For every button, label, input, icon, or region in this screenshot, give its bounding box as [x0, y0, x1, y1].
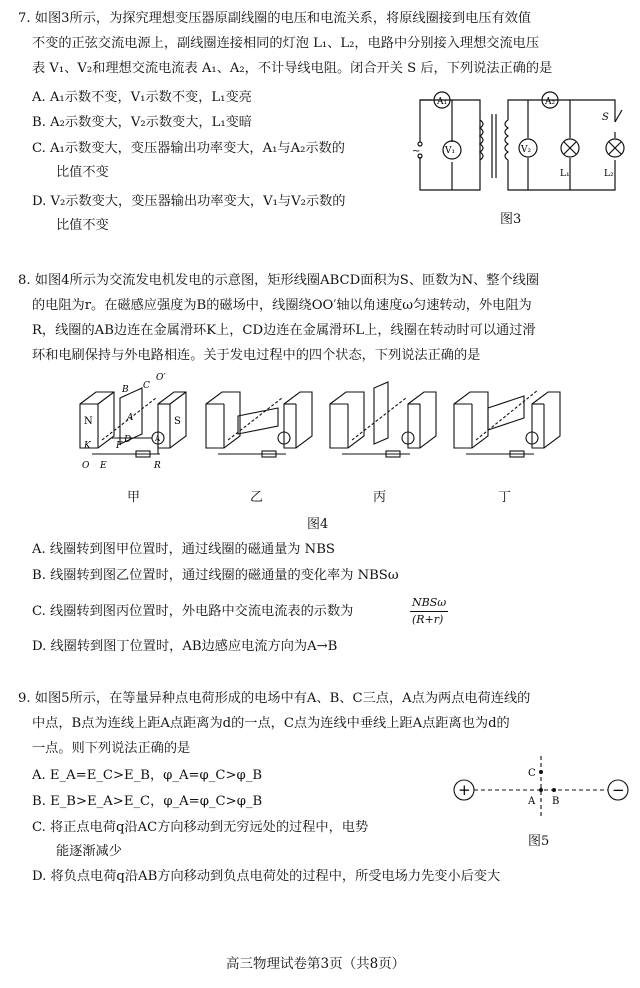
q7-stem-line-3: 表 V₁、V₂和理想交流电流表 A₁、A₂，不计导线电阻。闭合开关 S 后，下列说法正确的是	[32, 61, 553, 76]
q8-option-d: D. 线圈转到图丁位置时，AB边感应电流方向为A→B	[32, 639, 338, 654]
page-footer: 高三物理试卷第3页（共8页）	[226, 956, 406, 972]
label-v1: V₁	[445, 146, 456, 156]
q7-option-c: C. A₁示数变大，变压器输出功率变大，A₁与A₂示数的	[32, 141, 345, 156]
gen-label-o: O	[82, 461, 90, 471]
q8-option-a: A. 线圈转到图甲位置时，通过线圈的磁通量为 NBS	[32, 542, 335, 557]
sub-caption-ding: 丁	[498, 490, 512, 505]
q8-stem-line-2: 的电阻为r。在磁感应强度为B的磁场中，线圈绕OO′轴以角速度ω匀速转动，外电阻为	[32, 298, 532, 313]
point-b-label: B	[552, 796, 560, 807]
q9-stem-line-1: 9. 如图5所示，在等量异种点电荷形成的电场中有A、B、C三点，A点为两点电荷连线的	[18, 691, 531, 706]
positive-charge-sign: +	[458, 781, 471, 799]
generator-figure-ding	[446, 368, 564, 476]
q8-stem-line-1: 8. 如图4所示为交流发电机发电的示意图，矩形线圈ABCD面积为S、匝数为N、整个线圈	[18, 273, 540, 288]
q7-option-d: D. V₂示数变大，变压器输出功率变大，V₁与V₂示数的	[32, 194, 346, 209]
label-l2: L₂	[604, 169, 614, 179]
dipole-field-figure	[446, 752, 636, 822]
sub-caption-bing: 丙	[373, 490, 387, 505]
q8-stem-line-3: R，线圈的AB边连在金属滑环K上，CD边连在金属滑环L上，线圈在转动时可以通过滑	[32, 323, 536, 338]
label-v2: V₂	[521, 145, 532, 155]
gen-label-a: A	[127, 413, 134, 423]
sub-caption-yi: 乙	[250, 490, 264, 505]
q9-option-b: B. E_B>E_A>E_C，φ_A=φ_C>φ_B	[32, 794, 263, 809]
q7-stem-line-2: 不变的正弦交流电源上，副线圈连接相同的灯泡 L₁、L₂，电路中分别接入理想交流电压	[32, 36, 540, 51]
q9-option-c-cont: 能逐渐减少	[56, 844, 122, 859]
generator-figure-jia	[72, 368, 190, 476]
gen-label-c: C	[143, 381, 150, 391]
q8-stem-line-4: 环和电刷保持与外电路相连。关于发电过程中的四个状态，下列说法正确的是	[32, 348, 481, 363]
gen-label-s: S	[174, 416, 181, 427]
q9-figure-caption: 图5	[528, 834, 550, 849]
q9-stem-line-3: 一点。则下列说法正确的是	[32, 741, 191, 756]
q7-figure-caption: 图3	[500, 212, 522, 227]
gen-label-b: B	[122, 385, 129, 395]
q7-option-d-cont: 比值不变	[56, 218, 109, 233]
point-a-label: A	[528, 796, 536, 807]
label-l1: L₁	[560, 169, 570, 179]
label-switch: S	[602, 112, 609, 123]
label-a2: A₂	[545, 97, 556, 107]
gen-label-ammeter: A	[155, 435, 161, 443]
negative-charge-sign: −	[612, 781, 625, 799]
q7-option-b: B. A₂示数变大，V₂示数变大，L₁变暗	[32, 115, 252, 130]
q9-option-d: D. 将负点电荷q沿AB方向移动到负点电荷处的过程中，所受电场力先变小后变大	[32, 869, 501, 884]
gen-label-e: E	[100, 461, 107, 471]
transformer-circuit-figure	[410, 82, 635, 206]
q8-option-c: C. 线圈转到图丙位置时，外电路中交流电流表的示数为	[32, 604, 354, 619]
gen-label-o-prime: O′	[156, 373, 166, 383]
q9-option-a: A. E_A=E_C>E_B，φ_A=φ_C>φ_B	[32, 768, 263, 783]
generator-figure-yi	[198, 368, 316, 476]
fraction-numerator: NBSω	[410, 594, 448, 612]
q7-option-a: A. A₁示数不变，V₁示数不变，L₁变亮	[32, 90, 252, 105]
label-a1: A₁	[437, 97, 448, 107]
fraction-denominator: (R+r)	[412, 613, 444, 626]
gen-label-r: R	[154, 461, 161, 471]
gen-label-d: D	[124, 435, 132, 445]
q8-figure-caption: 图4	[307, 517, 329, 532]
generator-figure-bing	[322, 368, 440, 476]
gen-label-k: K	[84, 441, 91, 451]
point-c-label: C	[528, 768, 536, 779]
q8-option-b: B. 线圈转到图乙位置时，通过线圈的磁通量的变化率为 NBSω	[32, 568, 399, 583]
gen-label-f: F	[116, 441, 123, 451]
gen-label-n: N	[84, 416, 93, 427]
label-source: ~	[412, 146, 421, 157]
q9-option-c: C. 将正点电荷q沿AC方向移动到无穷远处的过程中，电势	[32, 820, 369, 835]
q9-stem-line-2: 中点，B点为连线上距A点距离为d的一点，C点为连线中垂线上距A点距离也为d的	[32, 716, 510, 731]
sub-caption-jia: 甲	[127, 490, 141, 505]
q7-stem-line-1: 7. 如图3所示，为探究理想变压器原副线圈的电压和电流关系，将原线圈接到电压有效值	[18, 11, 532, 26]
q7-option-c-cont: 比值不变	[56, 165, 109, 180]
